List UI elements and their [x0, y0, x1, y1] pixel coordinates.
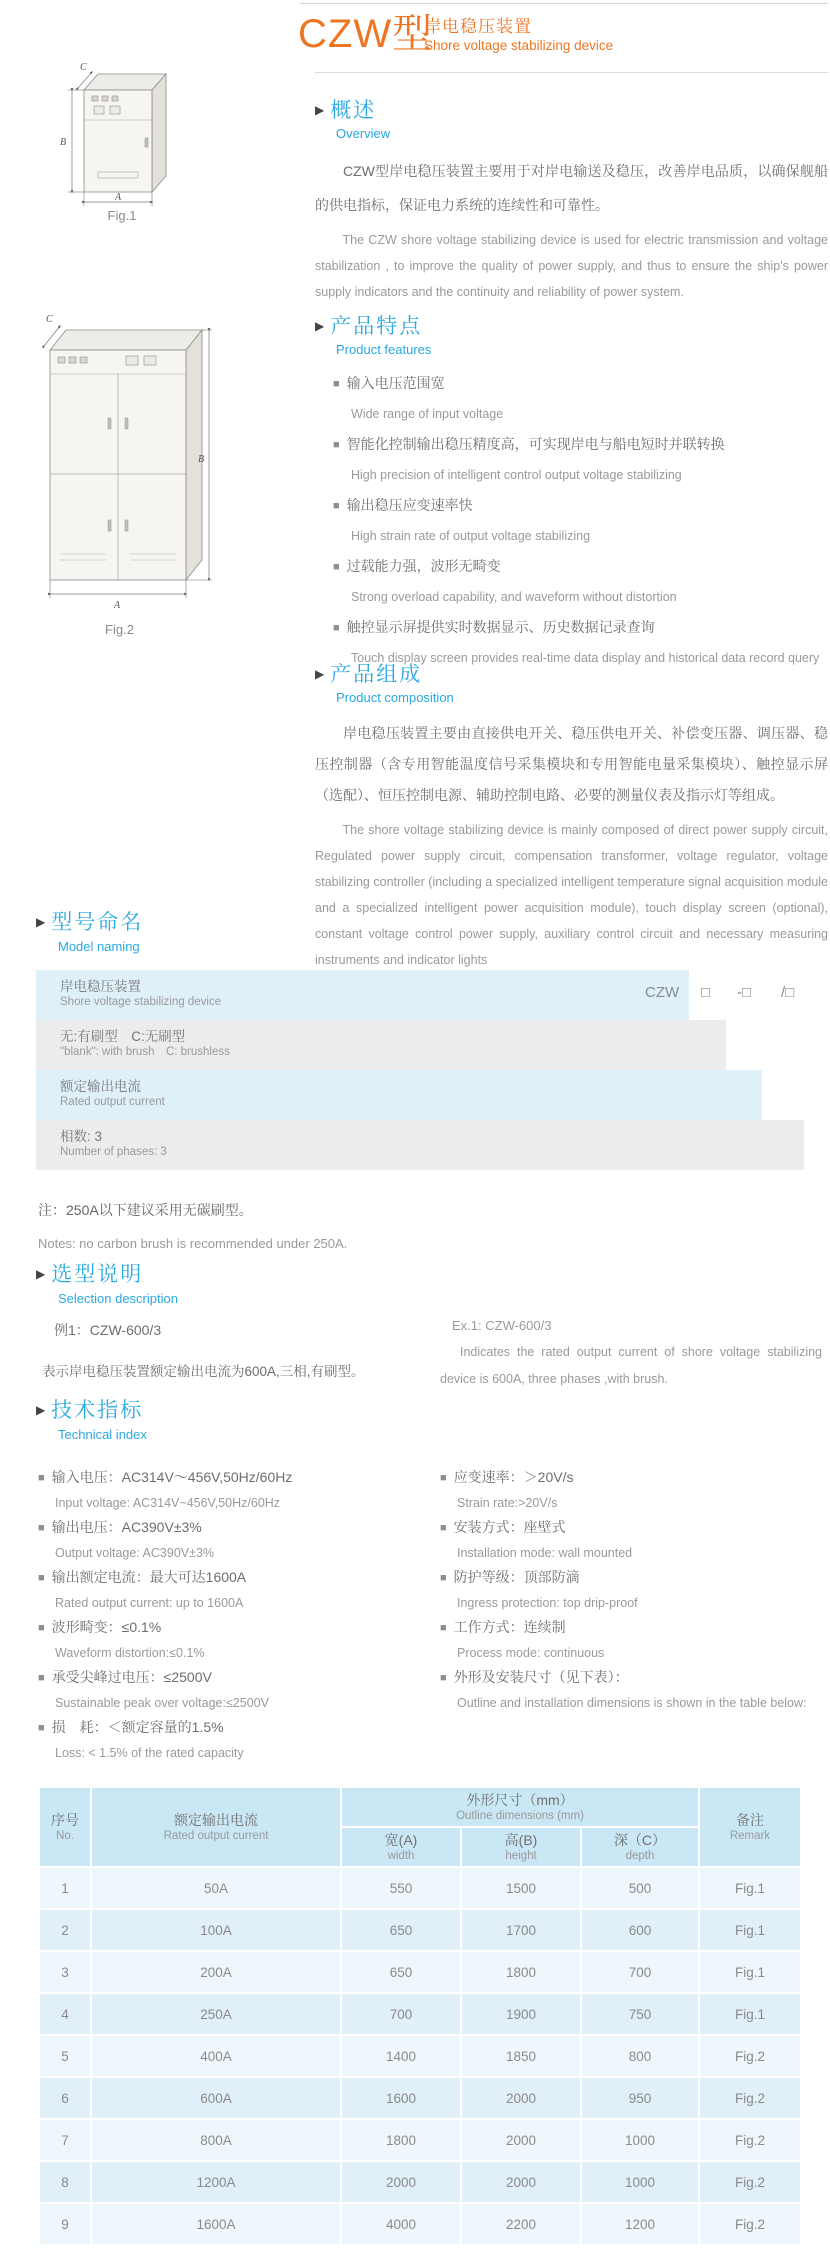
feature-item	[315, 429, 828, 490]
composition-heading	[315, 658, 828, 688]
fig2-dim-c-label: C	[46, 314, 53, 325]
tech-cn: 输入电压：AC314V～456V,50Hz/60Hz	[51, 1469, 293, 1485]
overview-heading	[315, 94, 828, 124]
cell-width: 650	[342, 1910, 460, 1950]
table-row	[40, 2120, 800, 2160]
overview-paragraph-cn: CZW型岸电稳压装置主要用于对岸电输送及稳压，改善岸电品质，以确保舰船的供电指标，保证电力系统的连续性和可靠性。	[315, 163, 828, 213]
bullet-square-icon: ■	[38, 1622, 45, 1634]
section-arrow-icon: ▶	[315, 667, 325, 681]
bullet-square-icon: ■	[38, 1522, 45, 1534]
model-naming-heading	[36, 906, 143, 936]
cell-width: 2000	[342, 2162, 460, 2202]
tech-cn: 工作方式：连续制	[453, 1619, 566, 1635]
composition-heading-en: Product composition	[336, 690, 454, 705]
fig1-caption: Fig.1	[107, 208, 137, 223]
table-row	[40, 2078, 800, 2118]
cell-no: 7	[40, 2120, 90, 2160]
bullet-square-icon: ■	[333, 378, 340, 390]
tech-item	[440, 1564, 828, 1614]
fig1-dim-b-label: B	[60, 137, 67, 148]
bullet-square-icon: ■	[333, 622, 340, 634]
cell-remark: Fig.1	[700, 1868, 800, 1908]
feature-en: Strong overload capability, and waveform without distortion	[351, 590, 677, 604]
table-row	[40, 1994, 800, 2034]
section-arrow-icon: ▶	[36, 915, 46, 929]
col-header-width	[342, 1828, 460, 1866]
cell-depth: 1000	[582, 2120, 698, 2160]
bullet-square-icon: ■	[440, 1672, 447, 1684]
col-header-no-cn: 序号	[51, 1811, 79, 1828]
model-naming-box	[36, 970, 804, 1170]
tech-cn: 输出电压：AC390V±3%	[51, 1519, 202, 1535]
cell-no: 9	[40, 2204, 90, 2244]
col-header-current-cn: 额定输出电流	[174, 1811, 258, 1828]
composition-paragraph-en: The shore voltage stabilizing device is mainly composed of direct power supply circuit, Regulated power supply circuit, compensation transformer, voltage regulator, voltage stabilizing controller (including a specialized intelligent temperature signal acquisition module and a specialized intelligent power acquisition module), touch display screen (optional), constant voltage control power supply, auxiliary control circuit and necessary measuring instruments and indicator lights	[315, 823, 828, 967]
cabinet-figure-2	[22, 272, 217, 612]
model-code-prefix: CZW	[645, 984, 680, 1001]
feature-en: High strain rate of output voltage stabilizing	[351, 529, 591, 543]
tech-en: Waveform distortion:≤0.1%	[55, 1646, 205, 1660]
col-header-depth-cn: 深（C）	[613, 1831, 667, 1848]
col-header-height-en: height	[505, 1849, 537, 1862]
cell-height: 1700	[462, 1910, 580, 1950]
fig2-dim-a-label: A	[114, 600, 121, 611]
cell-height: 2000	[462, 2120, 580, 2160]
tech-item	[440, 1464, 828, 1514]
composition-paragraph-cn: 岸电稳压装置主要由直接供电开关、稳压供电开关、补偿变压器、调压器、稳压控制器（含专用智能温度信号采集模块和专用智能电量采集模块）、触控显示屏（选配）、恒压控制电源、辅助控制电路、必要的测量仪表及指示灯等组成。	[315, 725, 828, 803]
cell-no: 8	[40, 2162, 90, 2202]
tech-item	[38, 1514, 432, 1564]
cell-current: 1200A	[92, 2162, 340, 2202]
tech-en: Input voltage: AC314V~456V,50Hz/60Hz	[55, 1496, 281, 1510]
overview-heading-en: Overview	[336, 126, 391, 141]
col-header-outline	[342, 1788, 698, 1826]
technical-right-column	[440, 1464, 828, 1714]
cell-current: 200A	[92, 1952, 340, 1992]
tech-item	[38, 1664, 432, 1714]
fig2-dim-b-label: B	[198, 454, 205, 465]
technical-left-column	[38, 1464, 432, 1764]
table-row	[40, 1868, 800, 1908]
cell-height: 1850	[462, 2036, 580, 2076]
section-arrow-icon: ▶	[315, 319, 325, 333]
tech-en: Outline and installation dimensions is shown in the table below:	[457, 1696, 807, 1710]
cell-height: 2000	[462, 2162, 580, 2202]
cell-no: 6	[40, 2078, 90, 2118]
section-overview	[315, 94, 828, 305]
features-heading-cn: 产品特点	[330, 315, 423, 338]
cell-height: 2000	[462, 2078, 580, 2118]
cell-current: 250A	[92, 1994, 340, 2034]
cell-remark: Fig.1	[700, 1952, 800, 1992]
model-code-slot3: /□	[781, 984, 795, 1001]
cell-no: 3	[40, 1952, 90, 1992]
section-arrow-icon: ▶	[36, 1403, 46, 1417]
tech-item	[440, 1614, 828, 1664]
selection-example-cn	[38, 1320, 410, 1380]
table-row	[40, 2162, 800, 2202]
tech-item	[38, 1614, 432, 1664]
cell-remark: Fig.2	[700, 2162, 800, 2202]
col-header-width-en: width	[387, 1849, 415, 1862]
tech-item	[440, 1514, 828, 1564]
cell-depth: 950	[582, 2078, 698, 2118]
naming-row-brush-type	[36, 1020, 726, 1070]
section-arrow-icon: ▶	[315, 103, 325, 117]
col-header-rated-current	[92, 1788, 340, 1866]
cell-height: 1900	[462, 1994, 580, 2034]
naming-row-en: Rated output current	[60, 1096, 165, 1108]
cell-height: 1800	[462, 1952, 580, 1992]
features-heading-en: Product features	[336, 342, 432, 357]
cell-width: 550	[342, 1868, 460, 1908]
feature-en: High precision of intelligent control output voltage stabilizing	[351, 468, 682, 482]
feature-cn: 输出稳压应变速率快	[346, 497, 473, 513]
tech-en: Rated output current: up to 1600A	[55, 1596, 244, 1610]
feature-item	[315, 368, 828, 429]
tech-cn: 波形畸变：≤0.1%	[51, 1619, 162, 1635]
naming-row-rated-current	[36, 1070, 762, 1120]
col-header-remark-en: Remark	[729, 1829, 771, 1842]
cell-remark: Fig.1	[700, 1994, 800, 2034]
col-header-height	[462, 1828, 580, 1866]
tech-en: Ingress protection: top drip-proof	[457, 1596, 638, 1610]
cell-remark: Fig.2	[700, 2036, 800, 2076]
bullet-square-icon: ■	[440, 1472, 447, 1484]
cell-height: 2200	[462, 2204, 580, 2244]
section-model-naming-heading	[36, 906, 143, 955]
tech-cn: 损 耗：＜额定容量的1.5%	[51, 1719, 224, 1735]
feature-cn: 过载能力强，波形无畸变	[346, 558, 501, 574]
table-row	[40, 2036, 800, 2076]
tech-en: Sustainable peak over voltage:≤2500V	[55, 1696, 269, 1710]
naming-note-cn: 注：250A以下建议采用无碳刷型。	[38, 1202, 253, 1218]
product-title-en: Shore voltage stabilizing device	[424, 38, 614, 53]
cell-no: 4	[40, 1994, 90, 2034]
naming-note-en: Notes: no carbon brush is recommended under 250A.	[38, 1236, 348, 1251]
section-arrow-icon: ▶	[36, 1267, 46, 1281]
naming-row-cn: 无:有刷型 C:无刷型	[60, 1029, 186, 1044]
cell-current: 400A	[92, 2036, 340, 2076]
selection-example-en-desc: Indicates the rated output current of shore voltage stabilizing device is 600A, three phases ,with brush.	[440, 1345, 822, 1386]
cell-remark: Fig.2	[700, 2120, 800, 2160]
cell-width: 1600	[342, 2078, 460, 2118]
naming-row-cn: 岸电稳压装置	[60, 979, 141, 994]
bullet-square-icon: ■	[333, 500, 340, 512]
cell-depth: 600	[582, 1910, 698, 1950]
feature-item	[315, 551, 828, 612]
col-header-remark	[700, 1788, 800, 1866]
fig1-dim-a-label: A	[115, 192, 122, 203]
naming-row-device	[36, 970, 689, 1020]
cell-current: 50A	[92, 1868, 340, 1908]
cell-depth: 500	[582, 1868, 698, 1908]
naming-row-cn: 额定输出电流	[60, 1079, 141, 1094]
naming-row-en: "blank": with brush C: brushless	[60, 1046, 230, 1058]
dimensions-table	[38, 1786, 802, 2246]
tech-cn: 应变速率：＞20V/s	[453, 1469, 574, 1485]
cell-depth: 1200	[582, 2204, 698, 2244]
cell-remark: Fig.1	[700, 1910, 800, 1950]
model-naming-heading-cn: 型号命名	[51, 911, 144, 934]
col-header-no	[40, 1788, 90, 1866]
cell-current: 800A	[92, 2120, 340, 2160]
cell-width: 700	[342, 1994, 460, 2034]
model-code-slot1: □	[701, 984, 711, 1001]
col-header-depth-en: depth	[625, 1849, 655, 1862]
cabinet-figure-1	[52, 60, 192, 210]
cell-remark: Fig.2	[700, 2204, 800, 2244]
cell-no: 5	[40, 2036, 90, 2076]
tech-cn: 外形及安装尺寸（见下表）：	[453, 1669, 629, 1685]
naming-row-en: Number of phases: 3	[60, 1146, 167, 1158]
bullet-square-icon: ■	[38, 1672, 45, 1684]
cell-width: 4000	[342, 2204, 460, 2244]
col-header-depth	[582, 1828, 698, 1866]
cell-width: 1800	[342, 2120, 460, 2160]
tech-item	[38, 1464, 432, 1514]
bullet-square-icon: ■	[38, 1722, 45, 1734]
overview-paragraph-en: The CZW shore voltage stabilizing device is used for electric transmission and voltage stabilization , to improve the quality of power supply, and thus to ensure the ship's power supply indicators and the continuity and reliability of power system.	[315, 233, 828, 299]
bullet-square-icon: ■	[440, 1572, 447, 1584]
tech-cn: 承受尖峰过电压：≤2500V	[51, 1669, 212, 1685]
selection-heading	[36, 1258, 178, 1288]
col-header-no-en: No.	[56, 1829, 74, 1842]
col-header-outline-en: Outline dimensions (mm)	[456, 1809, 584, 1822]
technical-heading-cn: 技术指标	[51, 1399, 144, 1422]
table-row	[40, 2204, 800, 2244]
cell-width: 650	[342, 1952, 460, 1992]
cell-remark: Fig.2	[700, 2078, 800, 2118]
bullet-square-icon: ■	[38, 1572, 45, 1584]
feature-cn: 触控显示屏提供实时数据显示、历史数据记录查询	[346, 619, 655, 635]
cell-depth: 1000	[582, 2162, 698, 2202]
cell-depth: 750	[582, 1994, 698, 2034]
tech-item	[38, 1564, 432, 1614]
cell-depth: 800	[582, 2036, 698, 2076]
product-model-title: CZW型	[298, 12, 434, 56]
cell-no: 2	[40, 1910, 90, 1950]
bullet-square-icon: ■	[440, 1522, 447, 1534]
selection-example-cn-desc: 表示岸电稳压装置额定输出电流为600A,三相,有刷型。	[42, 1364, 365, 1379]
bullet-square-icon: ■	[440, 1622, 447, 1634]
tech-cn: 安装方式：座壁式	[453, 1519, 566, 1535]
tech-item	[440, 1664, 828, 1714]
model-code-slot2: -□	[737, 984, 752, 1001]
table-row	[40, 1910, 800, 1950]
section-features	[315, 310, 828, 673]
section-selection-heading	[36, 1258, 178, 1307]
tech-en: Loss: < 1.5% of the rated capacity	[55, 1746, 244, 1760]
selection-example-en-title: Ex.1: CZW-600/3	[452, 1318, 552, 1333]
feature-en: Wide range of input voltage	[351, 407, 504, 421]
cell-height: 1500	[462, 1868, 580, 1908]
feature-en: Touch display screen provides real-time data display and historical data record query	[351, 651, 820, 665]
model-naming-heading-en: Model naming	[58, 939, 140, 954]
naming-row-phases	[36, 1120, 804, 1170]
bullet-square-icon: ■	[38, 1472, 45, 1484]
cell-no: 1	[40, 1868, 90, 1908]
product-title-cn: 岸电稳压装置	[424, 17, 532, 36]
cell-depth: 700	[582, 1952, 698, 1992]
bullet-square-icon: ■	[333, 561, 340, 573]
selection-example-cn-title: 例1：CZW-600/3	[54, 1322, 162, 1338]
tech-cn: 输出额定电流：最大可达1600A	[51, 1569, 247, 1585]
features-heading	[315, 310, 828, 340]
overview-heading-cn: 概述	[330, 99, 377, 122]
cell-current: 100A	[92, 1910, 340, 1950]
col-header-outline-cn: 外形尺寸（mm）	[466, 1791, 574, 1808]
technical-heading	[36, 1394, 147, 1424]
features-list	[315, 368, 828, 673]
feature-cn: 智能化控制输出稳压精度高，可实现岸电与船电短时并联转换	[346, 436, 725, 452]
section-composition	[315, 658, 828, 973]
tech-cn: 防护等级：顶部防滴	[453, 1569, 580, 1585]
col-header-width-cn: 宽(A)	[384, 1831, 418, 1848]
feature-item	[315, 490, 828, 551]
selection-heading-en: Selection description	[58, 1291, 178, 1306]
fig2-caption: Fig.2	[105, 622, 134, 637]
cell-width: 1400	[342, 2036, 460, 2076]
overview-top-rule	[315, 72, 828, 73]
naming-row-cn: 相数: 3	[60, 1129, 103, 1144]
cell-current: 1600A	[92, 2204, 340, 2244]
top-rule	[300, 3, 828, 4]
cell-current: 600A	[92, 2078, 340, 2118]
selection-heading-cn: 选型说明	[51, 1263, 144, 1286]
col-header-remark-cn: 备注	[736, 1811, 764, 1828]
bullet-square-icon: ■	[333, 439, 340, 451]
fig1-dim-c-label: C	[80, 62, 87, 73]
col-header-height-cn: 高(B)	[504, 1831, 538, 1848]
feature-cn: 输入电压范围宽	[346, 375, 445, 391]
tech-en: Process mode: continuous	[457, 1646, 605, 1660]
tech-item	[38, 1714, 432, 1764]
table-row	[40, 1952, 800, 1992]
naming-row-en: Shore voltage stabilizing device	[60, 996, 222, 1008]
tech-en: Output voltage: AC390V±3%	[55, 1546, 215, 1560]
technical-heading-en: Technical index	[58, 1427, 147, 1442]
selection-example-en	[440, 1318, 822, 1393]
tech-en: Installation mode: wall mounted	[457, 1546, 633, 1560]
tech-en: Strain rate:>20V/s	[457, 1496, 558, 1510]
composition-heading-cn: 产品组成	[330, 663, 423, 686]
col-header-current-en: Rated output current	[163, 1829, 269, 1842]
product-title-block	[424, 17, 613, 55]
section-technical-heading	[36, 1394, 147, 1443]
